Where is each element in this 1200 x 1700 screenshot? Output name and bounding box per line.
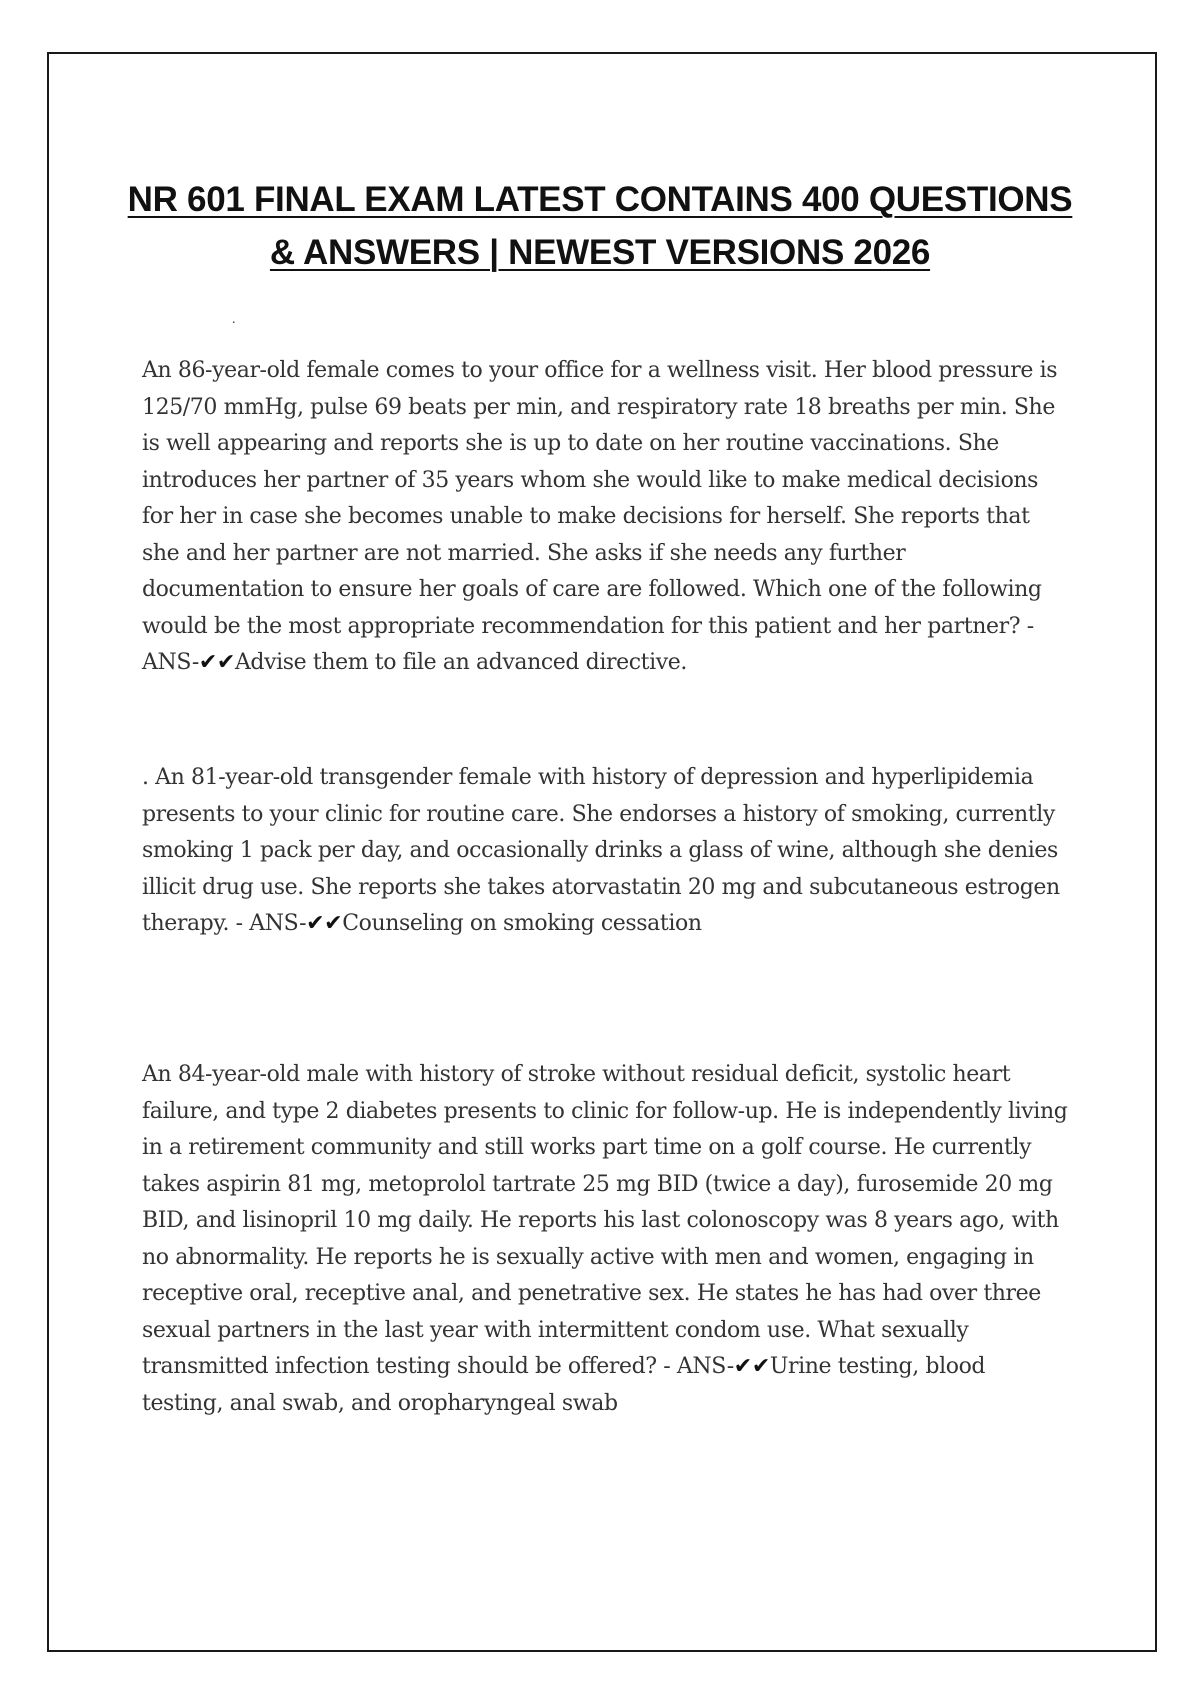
- question-text: An 84-year-old male with history of stroke without residual deficit, systolic heart failure, and type 2 diabetes presents to clinic for follow-up. He is independently living in a retirement community and still works part time on a golf course. He currently takes aspirin 81 mg, metoprolol tartrate 25 mg BID (twice a day), furosemide 20 mg BID, and lisinopril 10 mg daily. He reports his last colonoscopy was 8 years ago, with no abnormality. He reports he is sexually active with men and women, engaging in receptive oral, receptive anal, and penetrative sex. He states he has had over three sexual partners in the last year with intermittent condom use. What sexually transmitted infection testing should be offered?: [142, 1062, 1068, 1379]
- double-check-icon: ✔✔: [198, 650, 235, 675]
- answer-text: Counseling on smoking cessation: [342, 911, 702, 936]
- question-text: . An 81-year-old transgender female with history of depression and hyperlipidemia presents to your clinic for routine care. She endorses a history of smoking, currently smoking 1 pack per day, and occasionally drinks a glass of wine, although she denies illicit drug use. She reports she takes atorvastatin 20 mg and subcutaneous estrogen therapy.: [142, 765, 1060, 936]
- double-check-icon: ✔✔: [306, 911, 343, 936]
- answer-prefix: - ANS-: [229, 911, 307, 936]
- qa-item-2: [142, 760, 1072, 943]
- title-line-1: NR 601 FINAL EXAM LATEST CONTAINS 400 QUESTIONS: [127, 180, 1073, 220]
- qa-item-3: [142, 1057, 1072, 1422]
- answer-prefix: - ANS-: [656, 1354, 734, 1379]
- document-title: [90, 173, 1110, 279]
- question-text: An 86-year-old female comes to your office for a wellness visit. Her blood pressure is 125/70 mmHg, pulse 69 beats per min, and respiratory rate 18 breaths per min. She is well appearing and reports she is up to date on her routine vaccinations. She introduces her partner of 35 years whom she would like to make medical decisions for her in case she becomes unable to make decisions for herself. She reports that she and her partner are not married. She asks if she needs any further documentation to ensure her goals of care are followed. Which one of the following would be the most appropriate recommendation for this patient and her partner?: [142, 358, 1058, 639]
- qa-item-1: [142, 353, 1072, 682]
- double-check-icon: ✔✔: [733, 1354, 770, 1379]
- answer-prefix: - ANS-: [142, 613, 1034, 675]
- answer-text: Urine testing, blood testing, anal swab, and oropharyngeal swab: [142, 1354, 986, 1416]
- title-line-2: & ANSWERS | NEWEST VERSIONS 2026: [269, 233, 931, 273]
- stray-mark: .: [232, 312, 236, 327]
- answer-text: Advise them to file an advanced directive.: [234, 650, 687, 675]
